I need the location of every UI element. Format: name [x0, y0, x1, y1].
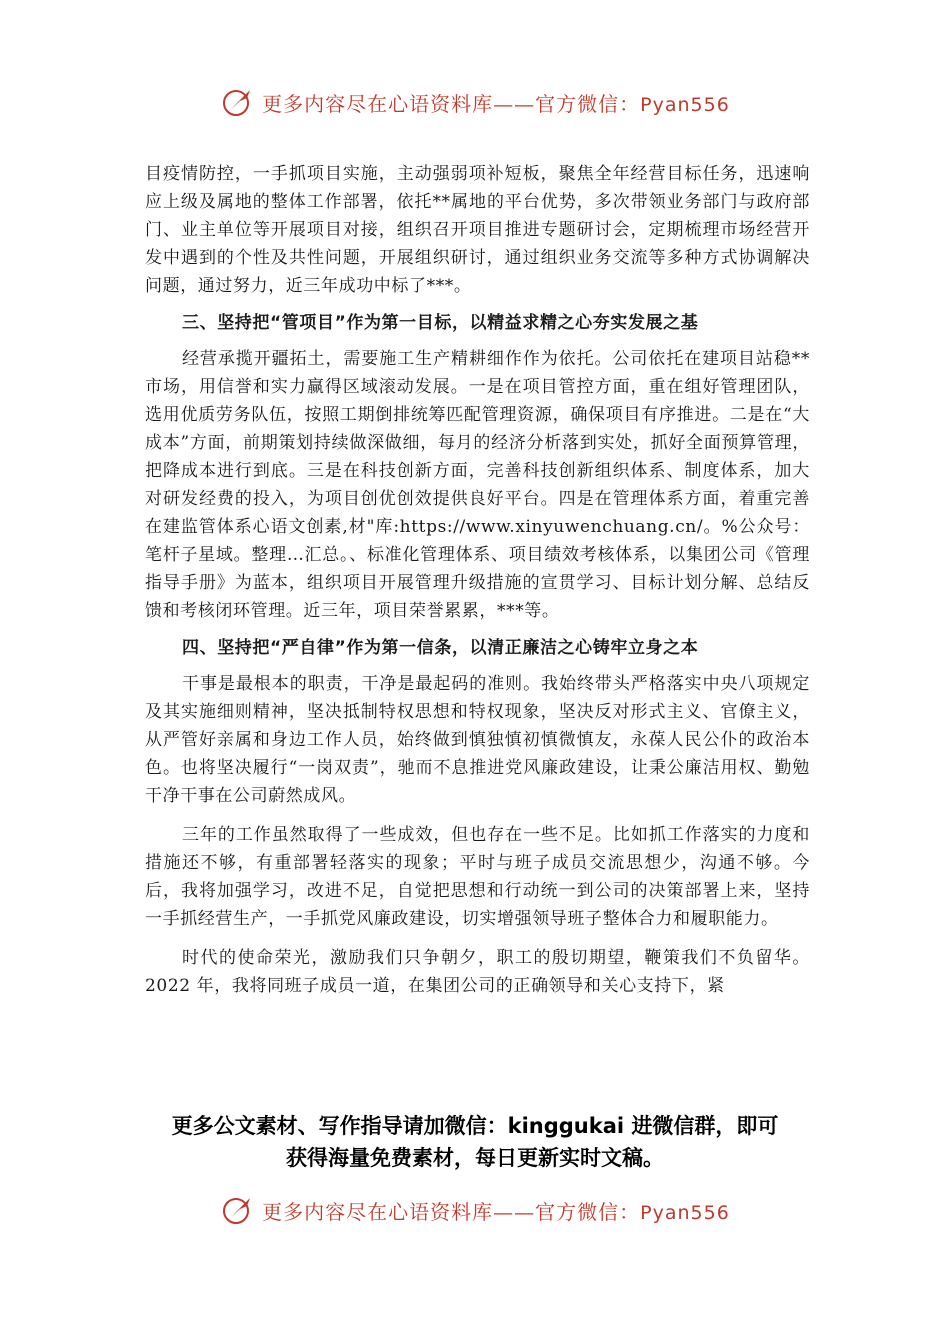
paragraph-2: 经营承揽开疆拓土，需要施工生产精耕细作作为依托。公司依托在建项目站稳**市场，用信誉和实力赢得区域滚动发展。一是在项目管控方面，重在组好管理团队，选用优质劳务队伍，按照工期倒排统筹匹配管理资源，确保项目有序推进。二是在“大成本”方面，前期策划持续做深做细，每月的经济分析落到实处，抓好全面预算管理，把降成本进行到底。三是在科技创新方面，完善科技创新组织体系、制度体系，加大对研发经费的投入，为项目创优创效提供良好平台。四是在管理体系方面，着重完善在建监管体系心语文创素,材"库:https://www.xinyuwenchuang.cn/。%公众号：笔杆子星域。整理…汇总。、标准化管理体系、项目绩效考核体系，以集团公司《管理指导手册》为蓝本，组织项目开展管理升级措施的宣贯学习、目标计划分解、总结反馈和考核闭环管理。近三年，项目荣誉累累，***等。 — [145, 349, 810, 621]
footer-banner — [0, 1190, 950, 1230]
promo-notice — [0, 1110, 950, 1174]
paragraph-1: 目疫情防控，一手抓项目实施，主动强弱项补短板，聚焦全年经营目标任务，迅速响应上级及属地的整体工作部署，依托**属地的平台优势，多次带领业务部门与政府部门、业主单位等开展项目对接，组织召开项目推进专题研讨会，定期梳理市场经营开发中遇到的个性及共性问题，开展组织研讨，通过组织业务交流等多种方式协调解决问题，通过努力，近三年成功中标了***。 — [145, 164, 810, 296]
document-body — [145, 160, 810, 1000]
paragraph-3: 干事是最根本的职责，干净是最起码的准则。我始终带头严格落实中央八项规定及其实施细则精神，坚决抵制特权思想和特权现象，坚决反对形式主义、官僚主义，从严管好亲属和身边工作人员，始终做到慎独慎初慎微慎友，永葆人民公仆的政治本色。也将坚决履行“一岗双责”，驰而不息推进党风廉政建设，让秉公廉洁用权、勤勉干净干事在公司蔚然成风。 — [145, 674, 810, 806]
footer-banner-text: 更多内容尽在心语资料库——官方微信：Pyan556 — [262, 1199, 730, 1224]
paragraph-5: 时代的使命荣光，激励我们只争朝夕，职工的殷切期望，鞭策我们不负留华。2022 年，我将同班子成员一道，在集团公司的正确领导和关心支持下，紧 — [145, 948, 810, 996]
header-banner — [0, 82, 950, 122]
section-heading-4: 四、坚持把“严自律”作为第一信条，以清正廉洁之心铸牢立身之本 — [182, 638, 699, 658]
promo-line-2: 获得海量免费素材，每日更新实时文稿。 — [286, 1146, 664, 1170]
section-heading-3: 三、坚持把“管项目”作为第一目标，以精益求精之心夯实发展之基 — [182, 313, 699, 333]
promo-line-1: 更多公文素材、写作指导请加微信：kinggukai 进微信群，即可 — [171, 1114, 779, 1138]
quill-logo-icon — [220, 84, 256, 120]
header-banner-text: 更多内容尽在心语资料库——官方微信：Pyan556 — [262, 91, 730, 116]
paragraph-4: 三年的工作虽然取得了一些成效，但也存在一些不足。比如抓工作落实的力度和措施还不够，有重部署轻落实的现象；平时与班子成员交流思想少，沟通不够。今后，我将加强学习，改进不足，自觉把思想和行动统一到公司的决策部署上来，坚持一手抓经营生产，一手抓党风廉政建设，切实增强领导班子整体合力和履职能力。 — [145, 825, 810, 929]
quill-logo-icon — [220, 1192, 256, 1228]
